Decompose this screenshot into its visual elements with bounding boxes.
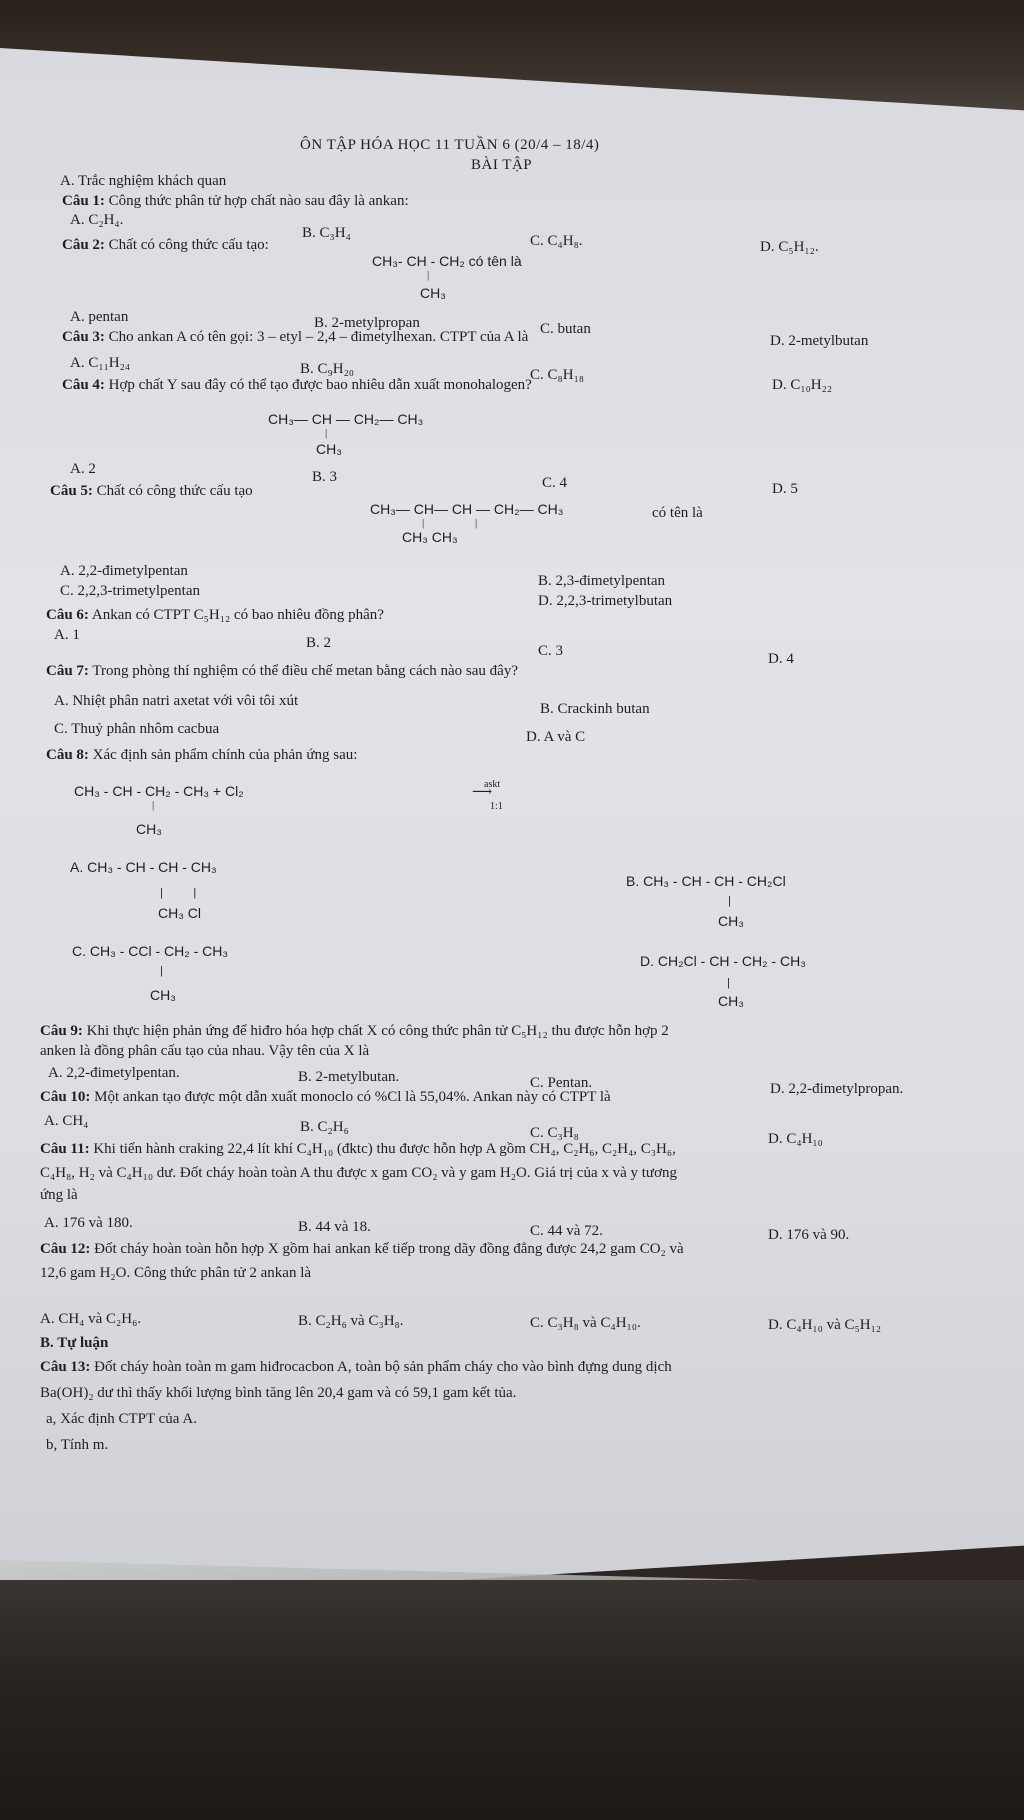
q4-bond: | — [325, 427, 328, 439]
q7-text: Trong phòng thí nghiệm có thể điều chế metan bằng cách nào sau đây? — [92, 663, 518, 679]
q12-text-cont: 12,6 gam H₂O. Công thức phân tử 2 ankan là — [40, 1265, 312, 1281]
q10-option-c: C. C₃H₈ — [530, 1125, 579, 1141]
q5-text: Chất có công thức cấu tạo — [96, 483, 253, 499]
q1-label: Câu 1: — [62, 193, 105, 209]
q8-option-d-bond: | — [727, 977, 730, 989]
q5-option-b: B. 2,3-đimetylpentan — [538, 573, 666, 589]
q6-label: Câu 6: — [46, 607, 89, 623]
q9-option-a: A. 2,2-đimetylpentan. — [48, 1065, 180, 1081]
q9-text: Khi thực hiện phản ứng để hiđro hóa hợp chất X có công thức phân tử C₅H₁₂ thu được hỗn hợp 2 — [86, 1023, 669, 1039]
q5-label: Câu 5: — [50, 483, 93, 499]
q6-option-b: B. 2 — [306, 635, 332, 651]
q1-option-a: A. C₂H₄. — [70, 212, 124, 228]
q8-option-d: D. CH₂Cl - CH - CH₂ - CH₃ — [640, 953, 806, 969]
q7-option-c: C. Thuỷ phân nhôm cacbua — [54, 721, 220, 737]
q10-option-b: B. C₂H₆ — [300, 1119, 349, 1135]
q8-option-a-sub: CH₃ Cl — [158, 905, 202, 921]
q2-option-d: D. 2-metylbutan — [770, 333, 869, 349]
q12-label: Câu 12: — [40, 1241, 91, 1257]
q8-condition-bottom: 1:1 — [490, 801, 503, 812]
q7-option-d: D. A và C — [526, 729, 586, 745]
q1-option-d: D. C₅H₁₂. — [760, 239, 819, 255]
q8-option-d-sub: CH₃ — [718, 993, 744, 1009]
q5-branch: CH₃ CH₃ — [402, 529, 458, 545]
q13-label: Câu 13: — [40, 1359, 91, 1375]
q6-text: Ankan có CTPT C₅H₁₂ có bao nhiêu đồng phân? — [91, 607, 384, 623]
q13-text: Đốt cháy hoàn toàn m gam hiđrocacbon A, toàn bộ sản phẩm cháy cho vào bình đựng dung dịch — [94, 1359, 672, 1375]
q10-option-d: D. C₄H₁₀ — [768, 1131, 823, 1147]
question-2 — [62, 236, 269, 254]
q3-label: Câu 3: — [62, 329, 105, 345]
q11-text-cont-2: ứng là — [40, 1187, 78, 1203]
q8-option-b-sub: CH₃ — [718, 913, 744, 929]
question-5 — [50, 482, 253, 500]
q2-formula: CH₃- CH - CH₂ có tên là — [372, 253, 522, 269]
q3-option-c: C. C₈H₁₈ — [530, 367, 585, 383]
question-10 — [40, 1088, 611, 1106]
q2-text: Chất có công thức cấu tạo: — [108, 237, 269, 253]
q13-part-a: a, Xác định CTPT của A. — [46, 1411, 197, 1427]
q4-option-b: B. 3 — [312, 469, 338, 485]
q7-option-a: A. Nhiệt phân natri axetat với vôi tôi xút — [54, 693, 299, 709]
q11-text: Khi tiến hành craking 22,4 lít khí C₄H₁₀ (đktc) thu được hỗn hợp A gồm CH₄, C₂H₆, C₂H₄, C₃H₆, — [93, 1141, 676, 1157]
q9-option-c: C. Pentan. — [530, 1075, 593, 1091]
q8-text: Xác định sản phẩm chính của phản ứng sau: — [92, 747, 358, 763]
q5-option-d: D. 2,2,3-trimetylbutan — [538, 593, 673, 609]
q1-text: Công thức phân tử hợp chất nào sau đây là ankan: — [108, 193, 409, 209]
q9-option-d: D. 2,2-đimetylpropan. — [770, 1081, 904, 1097]
q6-option-d: D. 4 — [768, 651, 794, 667]
q12-option-d: D. C₄H₁₀ và C₅H₁₂ — [768, 1317, 882, 1333]
q6-option-c: C. 3 — [538, 643, 564, 659]
question-12 — [40, 1240, 684, 1258]
q4-formula: CH₃— CH — CH₂— CH₃ — [268, 411, 424, 427]
q4-text: Hợp chất Y sau đây có thể tạo được bao nhiêu dẫn xuất monohalogen? — [108, 377, 532, 393]
q8-bond: | — [152, 799, 155, 811]
q5-option-a: A. 2,2-đimetylpentan — [60, 563, 188, 579]
question-4 — [62, 376, 532, 394]
question-9 — [40, 1022, 669, 1040]
q3-option-a: A. C₁₁H₂₄ — [70, 355, 131, 371]
section-a-heading: A. Trắc nghiệm khách quan — [60, 173, 227, 189]
q7-label: Câu 7: — [46, 663, 89, 679]
page-subtitle: BÀI TẬP — [471, 157, 533, 173]
q11-option-c: C. 44 và 72. — [530, 1223, 603, 1239]
q4-branch: CH₃ — [316, 441, 342, 457]
q11-option-a: A. 176 và 180. — [44, 1215, 133, 1231]
q12-text: Đốt cháy hoàn toàn hỗn hợp X gồm hai ankan kế tiếp trong dãy đồng đẳng được 24,2 gam CO₂ và — [94, 1241, 684, 1257]
q5-bond-1: | — [422, 517, 425, 529]
q6-option-a: A. 1 — [54, 627, 80, 643]
q11-text-cont: C₄H₈, H₂ và C₄H₁₀ dư. Đốt cháy hoàn toàn A thu được x gam CO₂ và y gam H₂O. Giá trị của x và y tương — [40, 1165, 677, 1181]
q8-option-c-sub: CH₃ — [150, 987, 176, 1003]
q8-label: Câu 8: — [46, 747, 89, 763]
question-13 — [40, 1358, 672, 1376]
q2-option-a: A. pentan — [70, 309, 129, 325]
q1-option-c: C. C₄H₈. — [530, 233, 583, 249]
question-6 — [46, 606, 384, 624]
q4-option-d: D. 5 — [772, 481, 798, 497]
q3-option-d: D. C₁₀H₂₂ — [772, 377, 833, 393]
q10-text: Một ankan tạo được một dẫn xuất monoclo có %Cl là 55,04%. Ankan này có CTPT là — [94, 1089, 611, 1105]
q2-label: Câu 2: — [62, 237, 105, 253]
q2-option-c: C. butan — [540, 321, 591, 337]
q8-option-c: C. CH₃ - CCl - CH₂ - CH₃ — [72, 943, 229, 959]
q8-option-a-bonds: | | — [160, 887, 197, 899]
q12-option-a: A. CH₄ và C₂H₆. — [40, 1311, 142, 1327]
q11-option-d: D. 176 và 90. — [768, 1227, 850, 1243]
q4-option-c: C. 4 — [542, 475, 568, 491]
q2-option-b: B. 2-metylpropan — [314, 315, 420, 331]
q7-option-b: B. Crackinh butan — [540, 701, 650, 717]
q5-bond-2: | — [475, 517, 478, 529]
q3-option-b: B. C₉H₂₀ — [300, 361, 355, 377]
q11-label: Câu 11: — [40, 1141, 90, 1157]
q10-option-a: A. CH₄ — [44, 1113, 89, 1129]
q8-option-a: A. CH₃ - CH - CH - CH₃ — [70, 859, 217, 875]
q10-label: Câu 10: — [40, 1089, 91, 1105]
q12-option-c: C. C₃H₈ và C₄H₁₀. — [530, 1315, 641, 1331]
q1-option-b: B. C₃H₄ — [302, 225, 351, 241]
q5-formula: CH₃— CH— CH — CH₂— CH₃ — [370, 501, 564, 517]
q12-option-b: B. C₂H₆ và C₃H₈. — [298, 1313, 404, 1329]
q8-branch: CH₃ — [136, 821, 162, 837]
question-3 — [62, 328, 528, 346]
q9-option-b: B. 2-metylbutan. — [298, 1069, 400, 1085]
q8-reaction: CH₃ - CH - CH₂ - CH₃ + Cl₂ — [74, 783, 244, 799]
q9-label: Câu 9: — [40, 1023, 83, 1039]
q11-option-b: B. 44 và 18. — [298, 1219, 371, 1235]
section-b-heading: B. Tự luận — [40, 1335, 109, 1351]
q9-text-cont: anken là đồng phân cấu tạo của nhau. Vậy tên của X là — [40, 1043, 370, 1059]
q5-suffix: có tên là — [652, 505, 703, 521]
q8-arrow: ⟶ — [472, 785, 493, 800]
q5-option-c: C. 2,2,3-trimetylpentan — [60, 583, 200, 599]
q2-bond: | — [427, 269, 430, 281]
q8-condition-top: askt — [484, 779, 501, 790]
question-8 — [46, 746, 357, 764]
q8-option-b-bond: | — [728, 895, 731, 907]
page-title: ÔN TẬP HÓA HỌC 11 TUẦN 6 (20/4 – 18/4) — [300, 137, 600, 153]
q13-part-b: b, Tính m. — [46, 1437, 109, 1453]
question-1 — [62, 192, 409, 210]
q13-text-cont: Ba(OH)₂ dư thì thấy khối lượng bình tăng lên 20,4 gam và có 59,1 gam kết tủa. — [40, 1385, 517, 1401]
q4-label: Câu 4: — [62, 377, 105, 393]
desk-background-bottom — [0, 1580, 1024, 1820]
q3-text: Cho ankan A có tên gọi: 3 – etyl – 2,4 – đimetylhexan. CTPT của A là — [108, 329, 529, 345]
q8-option-c-bond: | — [160, 965, 163, 977]
question-11 — [40, 1140, 676, 1158]
q4-option-a: A. 2 — [70, 461, 96, 477]
question-7 — [46, 662, 518, 680]
q8-option-b: B. CH₃ - CH - CH - CH₂Cl — [626, 873, 786, 889]
q2-branch: CH₃ — [420, 285, 446, 301]
